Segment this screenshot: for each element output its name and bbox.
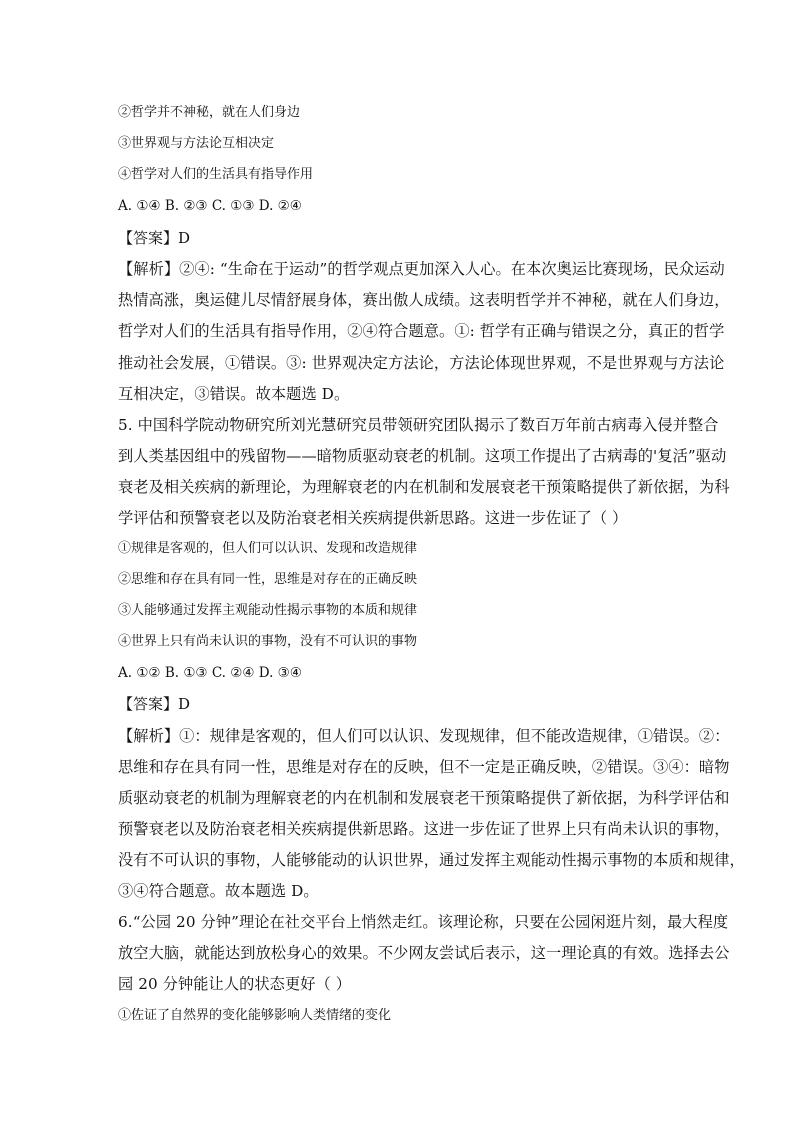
q6-stem-line: 6.“公园 20 分钟”理论在社交平台上悄然走红。该理论称，只要在公园闲逛片刻，最大程度	[118, 913, 729, 931]
q4-analysis-line: 互相决定，③错误。故本题选 D。	[118, 385, 350, 403]
q5-stem-line: 到人类基因组中的残留物——暗物质驱动衰老的机制。这项工作提出了古病毒的'复活”驱动	[118, 447, 727, 465]
q5-analysis-line: 质驱动衰老的机制为理解衰老的内在机制和发展衰老干预策略提供了新依据，为科学评估和	[118, 789, 730, 807]
q5-option-1: ①规律是客观的，但人们可以认识、发现和改造规律	[118, 541, 418, 556]
q5-stem-line: 学评估和预警衰老以及防治衰老相关疾病提供新思路。这进一步佐证了（ ）	[118, 509, 628, 527]
q4-option-3: ③世界观与方法论互相决定	[118, 136, 275, 151]
q5-option-3: ③人能够通过发挥主观能动性揭示事物的本质和规律	[118, 603, 418, 618]
q4-analysis-line: 推动社会发展，①错误。③: 世界观决定方法论，方法论体现世界观，不是世界观与方法论	[118, 354, 725, 372]
q5-stem-line: 5. 中国科学院动物研究所刘光慧研究员带领研究团队揭示了数百万年前古病毒入侵并整合	[118, 416, 719, 434]
q4-option-4: ④哲学对人们的生活具有指导作用	[118, 167, 314, 182]
q4-analysis-line: 哲学对人们的生活具有指导作用，②④符合题意。①: 哲学有正确与错误之分，真正的哲学	[118, 322, 725, 340]
q4-analysis-line: 【解析】②④: “生命在于运动”的哲学观点更加深入人心。在本次奥运比赛现场，民众运动	[118, 260, 725, 278]
q5-analysis-line: 预警衰老以及防治衰老相关疾病提供新思路。这进一步佐证了世界上只有尚未认识的事物，	[118, 820, 730, 838]
q6-stem-line: 园 20 分钟能让人的状态更好（ ）	[118, 975, 352, 993]
q4-option-2: ②哲学并不神秘，就在人们身边	[118, 105, 301, 120]
q5-analysis-line: ③④符合题意。故本题选 D。	[118, 882, 319, 900]
q4-choices: A. ①④ B. ②③ C. ①③ D. ②④	[118, 198, 302, 214]
q5-answer: 【答案】D	[118, 695, 191, 713]
q5-stem-line: 衰老及相关疾病的新理论，为理解衰老的内在机制和发展衰老干预策略提供了新依据，为科	[118, 478, 730, 496]
q5-option-4: ④世界上只有尚未认识的事物，没有不可认识的事物	[118, 634, 418, 649]
q5-option-2: ②思维和存在具有同一性，思维是对存在的正确反映	[118, 572, 418, 587]
q5-analysis-line: 没有不可认识的事物，人能够能动的认识世界，通过发挥主观能动性揭示事物的本质和规律，	[118, 851, 745, 869]
q4-answer: 【答案】D	[118, 229, 191, 247]
q4-analysis-line: 热情高涨，奥运健儿尽情舒展身体，赛出傲人成绩。这表明哲学并不神秘，就在人们身边，	[118, 291, 730, 309]
q5-choices: A. ①② B. ①③ C. ②④ D. ③④	[118, 665, 302, 681]
q6-option-1: ①佐证了自然界的变化能够影响人类情绪的变化	[118, 1008, 392, 1023]
q5-analysis-line: 思维和存在具有同一性，思维是对存在的反映，但不一定是正确反映，②错误。③④：暗物	[118, 758, 730, 776]
q5-analysis-line: 【解析】①：规律是客观的，但人们可以认识、发现规律，但不能改造规律，①错误。②：	[118, 727, 730, 745]
q6-stem-line: 放空大脑，就能达到放松身心的效果。不少网友尝试后表示，这一理论真的有效。选择去公	[118, 944, 730, 962]
